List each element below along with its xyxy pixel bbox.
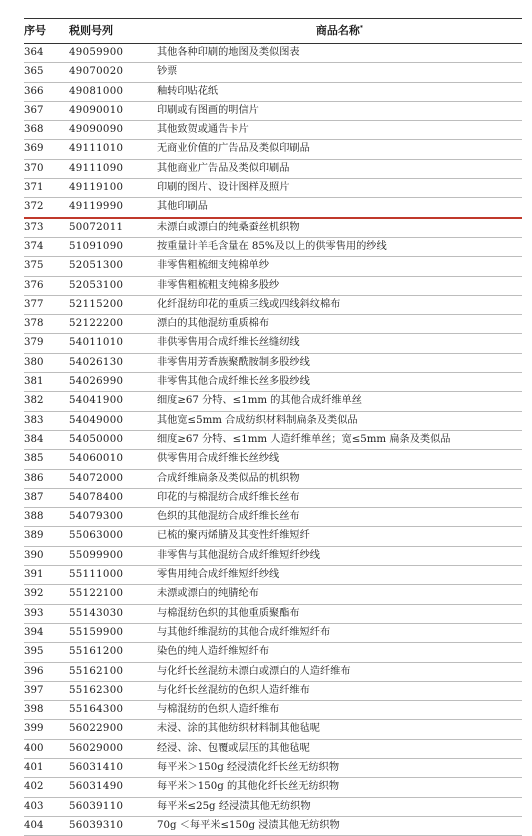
row-tariff-code: 49070020 (69, 63, 157, 82)
table-row (24, 566, 522, 585)
row-tariff-code: 54026990 (69, 373, 157, 392)
row-tariff-code: 55159900 (69, 623, 157, 642)
row-serial-number: 378 (24, 315, 69, 334)
row-product-name: 漂白的其他混纺重质棉布 (157, 315, 522, 334)
row-serial-number: 383 (24, 411, 69, 430)
row-tariff-code: 50072011 (69, 218, 157, 238)
table-row (24, 527, 522, 546)
table-row (24, 450, 522, 469)
table-row (24, 140, 522, 159)
row-serial-number: 373 (24, 218, 69, 238)
row-tariff-code: 56039110 (69, 797, 157, 816)
row-serial-number: 371 (24, 179, 69, 198)
row-serial-number: 364 (24, 44, 69, 63)
row-serial-number: 382 (24, 392, 69, 411)
row-serial-number: 387 (24, 488, 69, 507)
table-row (24, 643, 522, 662)
table-row (24, 44, 522, 63)
row-product-name: 按重量计羊毛含量在 85%及以上的供零售用的纱线 (157, 237, 522, 256)
header-footnote-mark: * (359, 24, 364, 32)
row-tariff-code: 55162300 (69, 681, 157, 700)
row-tariff-code: 49119990 (69, 198, 157, 218)
row-tariff-code: 54079300 (69, 508, 157, 527)
row-product-name: 合成纤维扁条及类似品的机织物 (157, 469, 522, 488)
table-body (24, 44, 522, 836)
row-product-name: 印花的与棉混纺合成纤维长丝布 (157, 488, 522, 507)
row-tariff-code: 55111000 (69, 566, 157, 585)
row-product-name: 已梳的聚丙烯腈及其变性纤维短纤 (157, 527, 522, 546)
row-serial-number: 398 (24, 701, 69, 720)
row-tariff-code: 49111090 (69, 159, 157, 178)
row-tariff-code: 49059900 (69, 44, 157, 63)
table-row (24, 662, 522, 681)
row-tariff-code: 55161200 (69, 643, 157, 662)
row-product-name: 每平米≤25g 经浸渍其他无纺织物 (157, 797, 522, 816)
row-tariff-code: 52051300 (69, 257, 157, 276)
table-row (24, 739, 522, 758)
row-tariff-code: 49090010 (69, 101, 157, 120)
row-product-name: 非供零售用合成纤维长丝缝纫线 (157, 334, 522, 353)
row-serial-number: 379 (24, 334, 69, 353)
row-serial-number: 392 (24, 585, 69, 604)
table-row (24, 778, 522, 797)
table-row (24, 430, 522, 449)
row-product-name: 与化纤长丝混纺未漂白或漂白的人造纤维布 (157, 662, 522, 681)
row-product-name: 与化纤长丝混纺的色织人造纤维布 (157, 681, 522, 700)
row-tariff-code: 55122100 (69, 585, 157, 604)
row-product-name: 细度≥67 分特、≤1mm 人造纤维单丝；宽≤5mm 扁条及类似品 (157, 430, 522, 449)
row-tariff-code: 49090090 (69, 121, 157, 140)
table-row (24, 101, 522, 120)
row-tariff-code: 54078400 (69, 488, 157, 507)
row-serial-number: 397 (24, 681, 69, 700)
table-row (24, 218, 522, 238)
row-tariff-code: 56029000 (69, 739, 157, 758)
row-tariff-code: 52122200 (69, 315, 157, 334)
row-tariff-code: 54011010 (69, 334, 157, 353)
table-header (24, 19, 522, 44)
table-row (24, 488, 522, 507)
table-row (24, 353, 522, 372)
table-row (24, 392, 522, 411)
row-product-name: 与棉混纺色织的其他重质聚酯布 (157, 604, 522, 623)
row-serial-number: 367 (24, 101, 69, 120)
row-serial-number: 385 (24, 450, 69, 469)
row-tariff-code: 54026130 (69, 353, 157, 372)
row-tariff-code: 56031410 (69, 758, 157, 777)
row-product-name: 其他各种印刷的地图及类似图表 (157, 44, 522, 63)
row-product-name: 钞票 (157, 63, 522, 82)
table-row (24, 179, 522, 198)
table-row (24, 82, 522, 101)
row-product-name: 化纤混纺印花的重质三线或四线斜纹棉布 (157, 295, 522, 314)
row-tariff-code: 54072000 (69, 469, 157, 488)
table-row (24, 508, 522, 527)
row-product-name: 与棉混纺的色织人造纤维布 (157, 701, 522, 720)
row-product-name: 细度≥67 分特、≤1mm 的其他合成纤维单丝 (157, 392, 522, 411)
row-serial-number: 372 (24, 198, 69, 218)
table-row (24, 63, 522, 82)
row-product-name: 釉转印贴花纸 (157, 82, 522, 101)
row-tariff-code: 52115200 (69, 295, 157, 314)
header-serial-number: 序号 (24, 19, 69, 44)
row-product-name: 无商业价值的广告品及类似印刷品 (157, 140, 522, 159)
row-serial-number: 370 (24, 159, 69, 178)
row-tariff-code: 56031490 (69, 778, 157, 797)
row-serial-number: 391 (24, 566, 69, 585)
row-tariff-code: 55164300 (69, 701, 157, 720)
table-row (24, 758, 522, 777)
row-tariff-code: 54050000 (69, 430, 157, 449)
row-tariff-code: 56022900 (69, 720, 157, 739)
row-serial-number: 365 (24, 63, 69, 82)
row-serial-number: 390 (24, 546, 69, 565)
row-product-name: 其他宽≤5mm 合成纺织材料制扁条及类似品 (157, 411, 522, 430)
row-product-name: 未漂白或漂白的纯桑蚕丝机织物 (157, 218, 522, 238)
row-product-name: 色织的其他混纺合成纤维长丝布 (157, 508, 522, 527)
row-tariff-code: 55063000 (69, 527, 157, 546)
row-tariff-code: 54060010 (69, 450, 157, 469)
row-tariff-code: 51091090 (69, 237, 157, 256)
table-row (24, 121, 522, 140)
table-row (24, 373, 522, 392)
table-row (24, 198, 522, 218)
table-row (24, 276, 522, 295)
header-product-name-label: 商品名称 (315, 24, 360, 37)
header-tariff-code: 税则号列 (69, 19, 157, 44)
row-tariff-code: 54049000 (69, 411, 157, 430)
table-row (24, 797, 522, 816)
row-serial-number: 401 (24, 758, 69, 777)
table-row (24, 585, 522, 604)
row-serial-number: 395 (24, 643, 69, 662)
row-serial-number: 404 (24, 816, 69, 835)
row-product-name: 非零售其他合成纤维长丝多股纱线 (157, 373, 522, 392)
header-product-name (157, 19, 522, 44)
row-tariff-code: 54041900 (69, 392, 157, 411)
row-serial-number: 366 (24, 82, 69, 101)
table-row (24, 546, 522, 565)
row-serial-number: 403 (24, 797, 69, 816)
row-serial-number: 377 (24, 295, 69, 314)
tariff-table (24, 18, 522, 836)
row-serial-number: 389 (24, 527, 69, 546)
row-serial-number: 396 (24, 662, 69, 681)
row-serial-number: 369 (24, 140, 69, 159)
row-product-name: 未漂或漂白的纯腈纶布 (157, 585, 522, 604)
row-product-name: 非零售与其他混纺合成纤维短纤纱线 (157, 546, 522, 565)
row-serial-number: 374 (24, 237, 69, 256)
row-product-name: 每平米＞150g 经浸渍化纤长丝无纺织物 (157, 758, 522, 777)
row-product-name: 非零售粗梳粗支纯棉多股纱 (157, 276, 522, 295)
row-product-name: 供零售用合成纤维长丝纱线 (157, 450, 522, 469)
row-serial-number: 394 (24, 623, 69, 642)
row-product-name: 零售用纯合成纤维短纤纱线 (157, 566, 522, 585)
table-row (24, 681, 522, 700)
row-tariff-code: 56039310 (69, 816, 157, 835)
row-product-name: 其他印刷品 (157, 198, 522, 218)
row-serial-number: 376 (24, 276, 69, 295)
table-row (24, 159, 522, 178)
table-row (24, 334, 522, 353)
row-serial-number: 402 (24, 778, 69, 797)
row-serial-number: 400 (24, 739, 69, 758)
row-product-name: 印刷的图片、设计图样及照片 (157, 179, 522, 198)
row-serial-number: 375 (24, 257, 69, 276)
row-tariff-code: 55162100 (69, 662, 157, 681)
row-serial-number: 399 (24, 720, 69, 739)
row-tariff-code: 49111010 (69, 140, 157, 159)
row-serial-number: 384 (24, 430, 69, 449)
row-product-name: 与其他纤维混纺的其他合成纤维短纤布 (157, 623, 522, 642)
table-row (24, 237, 522, 256)
table-row (24, 816, 522, 835)
table-row (24, 315, 522, 334)
table-row (24, 623, 522, 642)
table-row (24, 257, 522, 276)
row-tariff-code: 49119100 (69, 179, 157, 198)
row-product-name: 非零售用芳香族聚酰胺制多股纱线 (157, 353, 522, 372)
row-serial-number: 386 (24, 469, 69, 488)
row-tariff-code: 49081000 (69, 82, 157, 101)
table-row (24, 720, 522, 739)
row-serial-number: 368 (24, 121, 69, 140)
table-row (24, 701, 522, 720)
table-row (24, 295, 522, 314)
row-product-name: 印刷或有图画的明信片 (157, 101, 522, 120)
row-serial-number: 380 (24, 353, 69, 372)
row-tariff-code: 55143030 (69, 604, 157, 623)
row-product-name: 每平米＞150g 的其他化纤长丝无纺织物 (157, 778, 522, 797)
table-row (24, 411, 522, 430)
row-tariff-code: 52053100 (69, 276, 157, 295)
row-product-name: 其他致贺或通告卡片 (157, 121, 522, 140)
row-product-name: 经浸、涂、包覆或层压的其他毡呢 (157, 739, 522, 758)
row-serial-number: 381 (24, 373, 69, 392)
table-row (24, 469, 522, 488)
row-product-name: 70g ＜每平米≤150g 浸渍其他无纺织物 (157, 816, 522, 835)
row-product-name: 未浸、涂的其他纺织材料制其他毡呢 (157, 720, 522, 739)
row-serial-number: 388 (24, 508, 69, 527)
table-row (24, 604, 522, 623)
row-product-name: 其他商业广告品及类似印刷品 (157, 159, 522, 178)
row-serial-number: 393 (24, 604, 69, 623)
row-product-name: 非零售粗梳细支纯棉单纱 (157, 257, 522, 276)
row-tariff-code: 55099900 (69, 546, 157, 565)
row-product-name: 染色的纯人造纤维短纤布 (157, 643, 522, 662)
